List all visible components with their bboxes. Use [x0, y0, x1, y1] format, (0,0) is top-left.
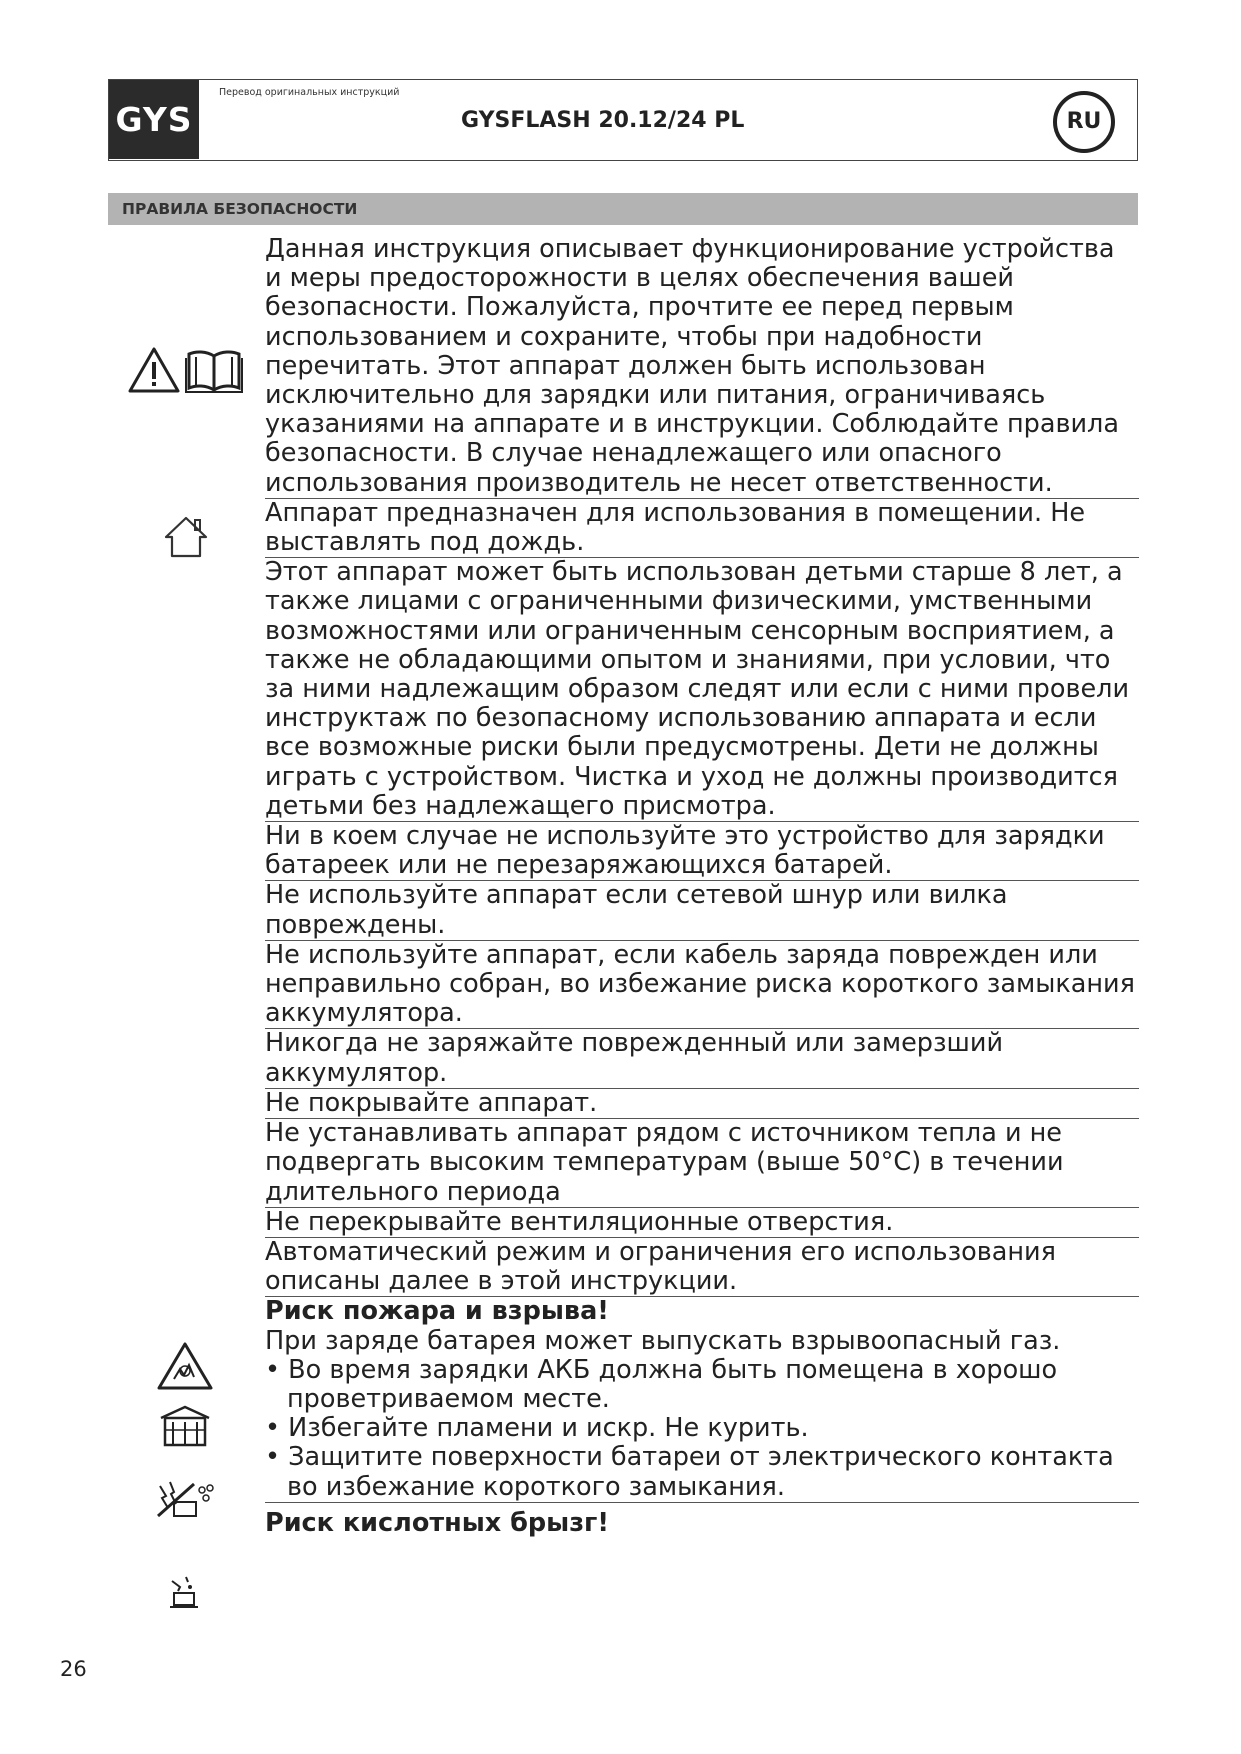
- model-title: GYSFLASH 20.12/24 PL: [461, 108, 745, 133]
- acid-risk-heading: Риск кислотных брызг!: [265, 1507, 610, 1538]
- rule-item: [265, 1119, 1139, 1208]
- rule-item: [265, 881, 1139, 940]
- fire-risk-bullet: • Во время зарядки АКБ должна быть помещена в хорошо проветриваемом месте.: [265, 1354, 1058, 1414]
- rule-text: Не используйте аппарат, если кабель заряда поврежден или неправильно собран, во избежание риска короткого замыкания аккумулятора.: [265, 939, 1135, 1029]
- rule-text: Автоматический режим и ограничения его использования описаны далее в этой инструкции.: [265, 1236, 1056, 1297]
- rule-text: Ни в коем случае не используйте это устройство для зарядки батареек или не перезаряжающихся батарей.: [265, 821, 1105, 881]
- fire-risk-bullet: • Защитите поверхности батареи от электрического контакта во избежание короткого замыкания.: [265, 1442, 1114, 1502]
- warning-icon: [127, 346, 181, 394]
- section-header: [108, 193, 1138, 225]
- indoor-house-icon: [162, 515, 210, 559]
- rule-item: [265, 822, 1139, 881]
- acid-splash-icon: [166, 1573, 202, 1609]
- gys-logo: [109, 80, 199, 159]
- rule-text: Аппарат предназначен для использования в помещении. Не выставлять под дождь.: [265, 497, 1086, 558]
- section-title: ПРАВИЛА БЕЗОПАСНОСТИ: [122, 200, 358, 218]
- header-subtitle: Перевод оригинальных инструкций: [219, 87, 400, 98]
- rule-text: Этот аппарат может быть использован детьми старше 8 лет, а также лицами с ограниченными физическими, умственными возможностями или ограниченным сенсорным восприятием, а также не обладающими опытом и знаниями, при условии, что за ними надлежащим образом следят или если с ними провели инструктаж по безопасному использованию аппарата и если все возможные риски были предусмотрены. Дети не должны играть с устройством. Чистка и уход не должны производится детьми без надлежащего присмотра.: [265, 557, 1130, 821]
- manual-book-icon: [184, 348, 244, 394]
- rule-text: Никогда не заряжайте поврежденный или замерзший аккумулятор.: [265, 1028, 1004, 1088]
- rule-text: Данная инструкция описывает функционирование устройства и меры предосторожности в целях обеспечения вашей безопасности. Пожалуйста, прочтите ее перед первым использованием и сохраните, чтобы при надобности перечитать. Этот аппарат должен быть использован исключительно для зарядки или питания, ограничиваясь указаниями на аппарате и в инструкции. Соблюдайте правила безопасности. В случае ненадлежащего или опасного использования производитель не несет ответственности.: [265, 234, 1119, 498]
- acid-risk-block: [265, 1503, 1139, 1538]
- rule-item: [265, 1089, 1139, 1119]
- safety-rules: [265, 235, 1139, 1538]
- fire-risk-heading: Риск пожара и взрыва!: [265, 1296, 609, 1327]
- rule-item: [265, 235, 1139, 499]
- rule-item: [265, 1208, 1139, 1238]
- page-number: 26: [60, 1657, 87, 1681]
- rule-item: [265, 499, 1139, 558]
- rule-text: Не покрывайте аппарат.: [265, 1087, 598, 1118]
- fire-risk-intro: При заряде батарея может выпускать взрывоопасный газ.: [265, 1325, 1061, 1356]
- rule-item: [265, 1029, 1139, 1088]
- rule-text: Не перекрывайте вентиляционные отверстия.: [265, 1206, 894, 1237]
- logo-text: GYS: [115, 100, 193, 139]
- document-header: [108, 79, 1138, 161]
- language-badge: RU: [1053, 91, 1115, 153]
- no-fire-sparks-icon: [154, 1478, 218, 1522]
- rule-item: [265, 941, 1139, 1030]
- rule-text: Не используйте аппарат если сетевой шнур или вилка повреждены.: [265, 880, 1008, 940]
- rule-item: [265, 558, 1139, 822]
- ventilated-room-icon: [158, 1404, 212, 1448]
- rule-text: Не устанавливать аппарат рядом с источником тепла и не подвергать высоким температурам (выше 50°C) в течении длительного периода: [265, 1118, 1064, 1207]
- explosion-hazard-icon: [156, 1341, 214, 1391]
- fire-risk-block: [265, 1297, 1139, 1502]
- fire-risk-bullet: • Избегайте пламени и искр. Не курить.: [265, 1413, 809, 1444]
- rule-item: [265, 1238, 1139, 1297]
